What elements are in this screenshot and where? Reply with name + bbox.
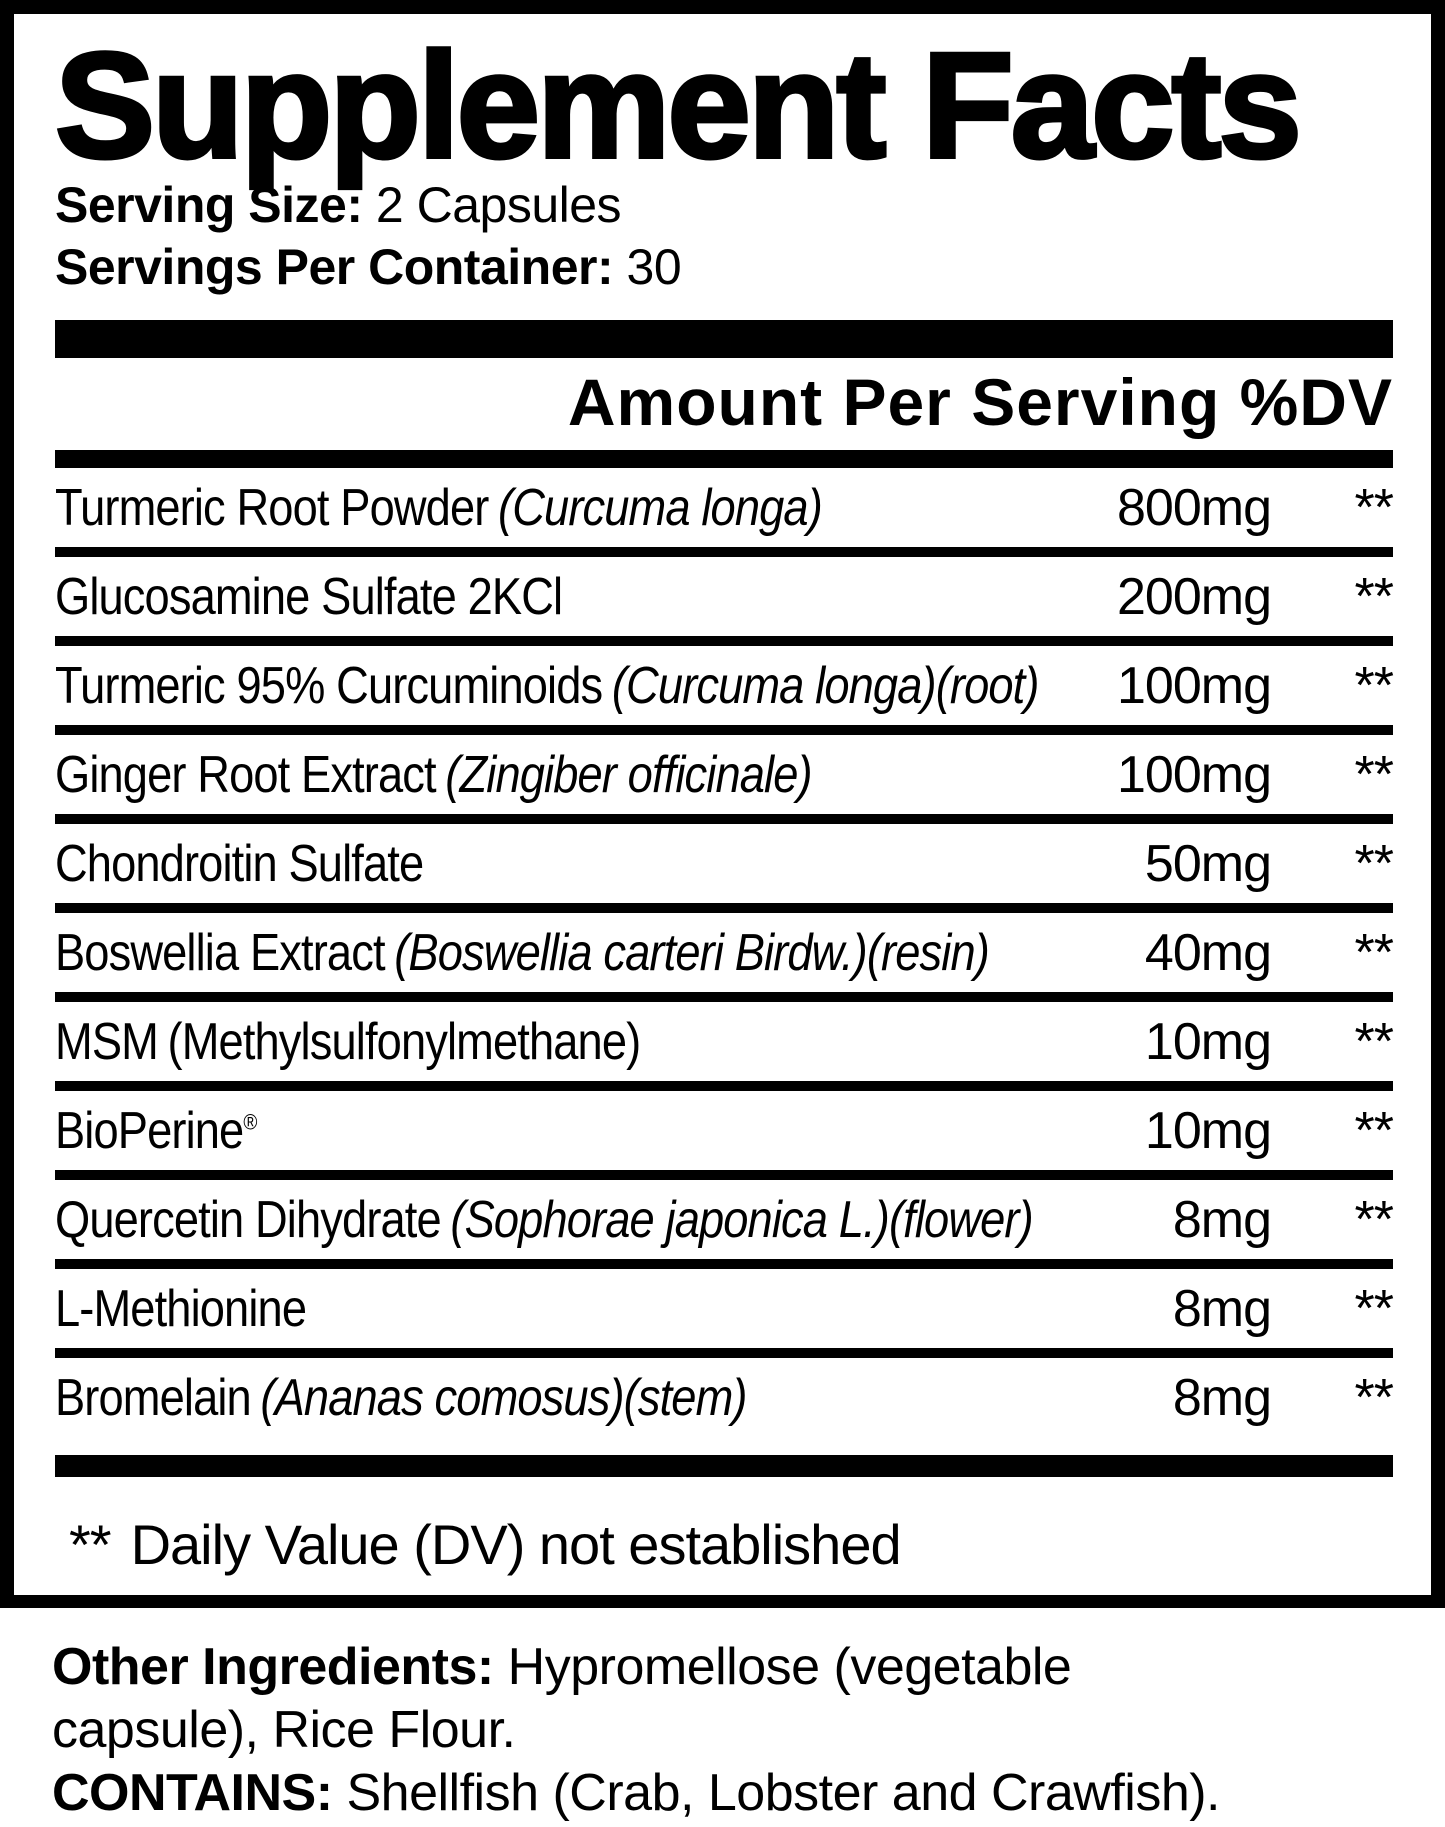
table-row (55, 725, 1393, 814)
table-row (55, 468, 1393, 547)
registered-mark: ® (243, 1109, 257, 1135)
ingredient-amount: 8mg (1172, 1368, 1271, 1427)
other-ingredients-line (52, 1636, 1212, 1762)
ingredient-amount: 8mg (1172, 1279, 1271, 1338)
ingredient-dv: ** (1354, 1012, 1393, 1071)
ingredient-name: Chondroitin Sulfate (55, 834, 424, 893)
table-row (55, 1081, 1393, 1170)
table-row (55, 814, 1393, 903)
ingredient-amount: 50mg (1144, 834, 1271, 893)
ingredient-latin-name: (Ananas comosus)(stem) (260, 1368, 747, 1427)
ingredient-amount: 10mg (1144, 1012, 1271, 1071)
table-row (55, 903, 1393, 992)
ingredient-latin-name: (Curcuma longa)(root) (611, 656, 1039, 715)
ingredient-amount: 10mg (1144, 1101, 1271, 1160)
ingredient-dv: ** (1354, 567, 1393, 626)
ingredient-latin-name: (Zingiber officinale) (445, 745, 812, 804)
ingredient-dv: ** (1354, 1368, 1393, 1427)
ingredient-amount: 200mg (1117, 567, 1271, 626)
serving-size-value: 2 Capsules (375, 177, 622, 233)
ingredient-dv: ** (1354, 656, 1393, 715)
table-row (55, 1348, 1393, 1437)
ingredient-latin-name: (Sophorae japonica L.)(flower) (450, 1190, 1033, 1249)
ingredient-name: Turmeric Root Powder (Curcuma longa) (55, 478, 822, 537)
ingredient-amount: 8mg (1172, 1190, 1271, 1249)
other-ingredients-text: Hypromellose (vegetable capsule), Rice Flour. (52, 1638, 1072, 1759)
ingredient-name: BioPerine® (55, 1101, 257, 1160)
ingredient-dv: ** (1354, 1101, 1393, 1160)
table-row (55, 1259, 1393, 1348)
ingredient-latin-name: (Curcuma longa) (498, 478, 822, 537)
footnote-symbol: ** (69, 1513, 111, 1576)
other-ingredients-label: Other Ingredients: (52, 1638, 494, 1696)
divider-thick (55, 320, 1393, 358)
footnote-text: Daily Value (DV) not established (130, 1513, 901, 1576)
ingredient-name: L-Methionine (55, 1279, 307, 1338)
serving-size-label: Serving Size: (55, 177, 363, 233)
ingredient-dv: ** (1354, 923, 1393, 982)
dv-footnote (55, 1513, 1393, 1577)
ingredient-dv: ** (1354, 745, 1393, 804)
table-row (55, 992, 1393, 1081)
ingredient-name: Ginger Root Extract (Zingiber officinale) (55, 745, 812, 804)
ingredient-table (55, 468, 1393, 1437)
ingredient-amount: 100mg (1117, 656, 1271, 715)
divider-heavy (55, 1455, 1393, 1477)
ingredient-name: Glucosamine Sulfate 2KCl (55, 567, 563, 626)
ingredient-name: Boswellia Extract (Boswellia carteri Birdw.)(resin) (55, 923, 989, 982)
ingredient-latin-name: (Boswellia carteri Birdw.)(resin) (394, 923, 989, 982)
contains-label: CONTAINS: (52, 1764, 333, 1822)
ingredient-name: Turmeric 95% Curcuminoids (Curcuma longa)(root) (55, 656, 1039, 715)
servings-per-container-label: Servings Per Container: (55, 239, 614, 295)
contains-text: Shellfish (Crab, Lobster and Crawfish). (346, 1764, 1221, 1822)
contains-line (52, 1762, 1445, 1825)
ingredient-name: Bromelain (Ananas comosus)(stem) (55, 1368, 747, 1427)
ingredient-latin-name: (Methylsulfonylmethane) (167, 1012, 641, 1071)
ingredient-name: MSM (Methylsulfonylmethane) (55, 1012, 641, 1071)
ingredient-dv: ** (1354, 1279, 1393, 1338)
ingredient-name: Quercetin Dihydrate (Sophorae japonica L.)(flower) (55, 1190, 1033, 1249)
ingredient-dv: ** (1354, 478, 1393, 537)
footer-section (0, 1636, 1445, 1825)
ingredient-amount: 100mg (1117, 745, 1271, 804)
ingredient-amount: 40mg (1144, 923, 1271, 982)
servings-per-container-line (55, 236, 1393, 298)
table-row (55, 547, 1393, 636)
ingredient-dv: ** (1354, 834, 1393, 893)
table-row (55, 1170, 1393, 1259)
ingredient-amount: 800mg (1117, 478, 1271, 537)
page-title: Supplement Facts (55, 21, 1299, 189)
servings-per-container-value: 30 (626, 239, 682, 295)
table-row (55, 636, 1393, 725)
column-header: Amount Per Serving %DV (567, 365, 1393, 439)
divider-medium (55, 450, 1393, 468)
ingredient-dv: ** (1354, 1190, 1393, 1249)
